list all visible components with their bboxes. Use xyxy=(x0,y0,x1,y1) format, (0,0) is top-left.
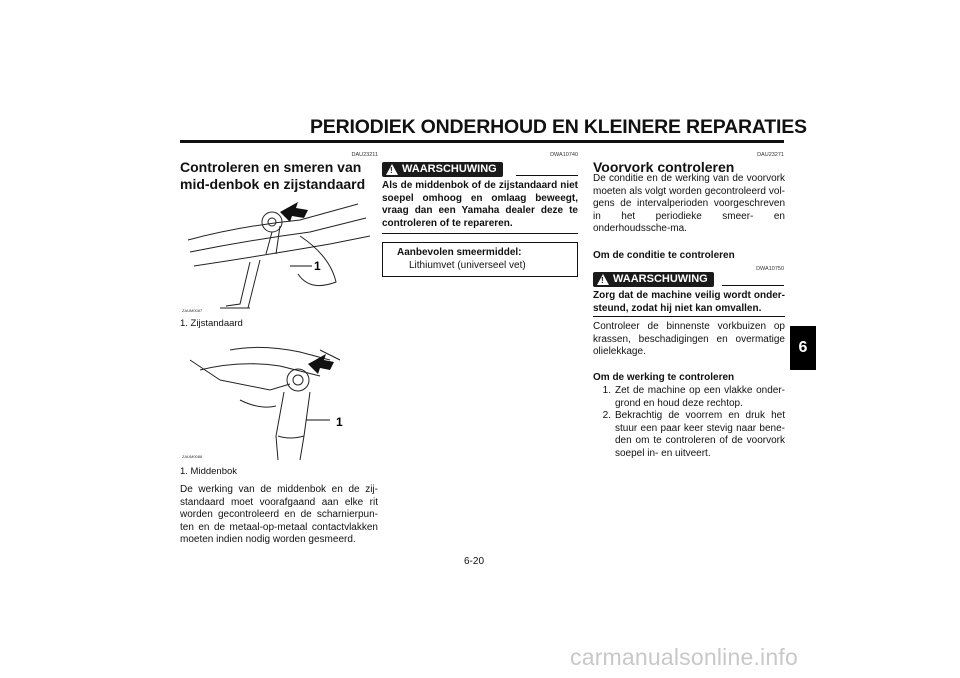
steps-list xyxy=(593,385,785,461)
warning-rule xyxy=(516,175,578,176)
lubricant-box xyxy=(382,242,578,277)
lubricant-title: Aanbevolen smeermiddel: xyxy=(397,247,522,258)
figure-callout: 1 xyxy=(336,415,343,429)
section-code: DAU23211 xyxy=(351,152,378,158)
figure-callout: 1 xyxy=(314,259,321,273)
lubricant-value: Lithiumvet (universeel vet) xyxy=(409,260,526,271)
warning-label: WAARSCHUWING xyxy=(613,273,708,285)
page-number: 6-20 xyxy=(463,556,484,567)
title-rule xyxy=(180,140,784,143)
step-text: Bekrachtig de voorrem en druk het stuur een paar keer stevig naar bene-den om te controleren of de voorvork soepel in- en uitveert. xyxy=(615,410,785,459)
list-item xyxy=(593,385,785,410)
step-text: Zet de machine op een vlakke onder-grond en houd deze rechtop. xyxy=(615,385,785,409)
warning-text: Als de middenbok of de zijstandaard niet soepel omhoog en omlaag beweegt, vraag dan een Yamaha dealer deze te controleren of te repareren. xyxy=(382,180,578,229)
warning-triangle-icon: ! xyxy=(386,164,398,175)
centerstand-figure xyxy=(180,340,380,464)
figure-caption: 1. Zijstandaard xyxy=(180,318,243,329)
step-number: 2. xyxy=(602,410,611,422)
figure-caption: 1. Middenbok xyxy=(180,466,238,477)
section-heading-sidestand: Controleren en smeren van mid-denbok en zijstandaard xyxy=(180,159,366,192)
warning-code: DWA10750 xyxy=(756,266,784,272)
paragraph-sidestand: De werking van de middenbok en de zij-standaard moet voorafgaand aan elke rit worden gecontroleerd en de scharnierpun-ten en de metaal-op-metaal contactvlakken moeten indien nodig worden gesmeerd. xyxy=(180,484,378,546)
warning-rule xyxy=(382,233,578,234)
section-heading-fork: Voorvork controleren xyxy=(593,159,735,175)
warning-rule xyxy=(722,285,784,286)
warning-badge xyxy=(593,272,714,287)
list-item xyxy=(593,410,785,460)
warning-label: WAARSCHUWING xyxy=(402,163,497,175)
warning-text: Zorg dat de machine veilig wordt onder-steund, zodat hij niet kan omvallen. xyxy=(593,290,785,314)
warning-badge xyxy=(382,162,503,177)
watermark: carmanualsonline.info xyxy=(570,644,798,670)
step-number: 1. xyxy=(602,385,611,396)
warning-rule xyxy=(593,316,785,317)
chapter-tab[interactable]: 6 xyxy=(790,326,816,370)
sidestand-figure xyxy=(180,196,380,314)
paragraph-fork-intro: De conditie en de werking van de voorvork moeten als volgt worden gecontroleerd vol-gens de intervalperioden voorgeschreven in het periodieke smeer- en onderhoudssche-ma. xyxy=(593,173,785,235)
paragraph-fork-condition: Controleer de binnenste vorkbuizen op krassen, beschadigingen en overmatige olielekkage. xyxy=(593,321,785,358)
subheading-operation: Om de werking te controleren xyxy=(593,372,735,383)
section-code: DAU23271 xyxy=(757,152,784,158)
subheading-condition: Om de conditie te controleren xyxy=(593,250,735,261)
page-title: PERIODIEK ONDERHOUD EN KLEINERE REPARATIES xyxy=(310,116,807,138)
warning-triangle-icon: ! xyxy=(597,274,609,285)
figure-code: ZAUM0088 xyxy=(182,454,203,459)
warning-code: DWA10740 xyxy=(550,152,578,158)
figure-code: ZAUM0087 xyxy=(182,308,203,313)
